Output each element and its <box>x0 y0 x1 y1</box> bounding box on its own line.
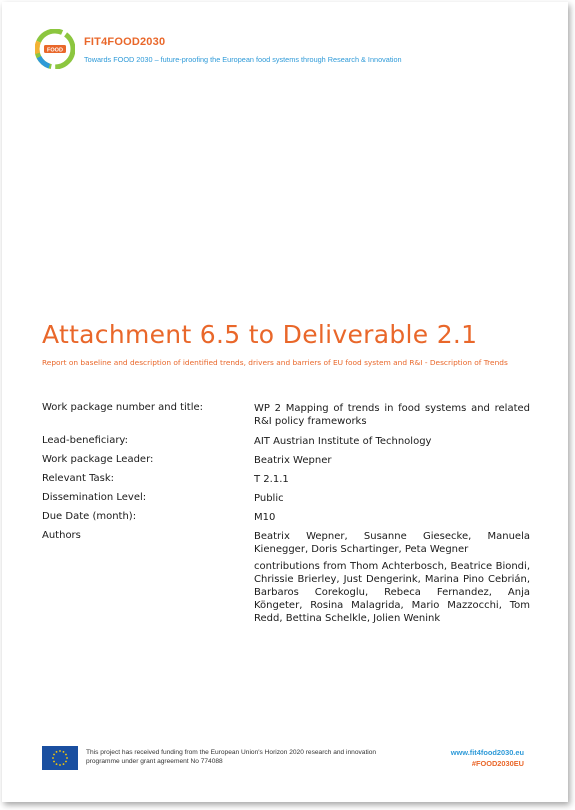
hashtag: #FOOD2030EU <box>471 759 524 768</box>
website-link[interactable]: www.fit4food2030.eu <box>450 748 524 757</box>
info-value: M10 <box>254 512 276 523</box>
contributions-text: contributions from Thom Achterbosch, Beatrice Biondi, Chrissie Brierley, Just Dengerink, Marina Pino Cebrián, Barbaros Corekoglu, Rebeca Fernandez, Anja Köngeter, Rosina Malagrida, Mario Mazzocchi, Tom Redd, Bettina Schelkle, Jolien Wenink <box>254 561 530 624</box>
info-value: Beatrix Wepner <box>254 455 332 466</box>
info-label: Work package number and title: <box>42 402 204 413</box>
logo-text: FOOD <box>47 47 63 54</box>
info-value: WP 2 Mapping of trends in food systems and related R&I policy frameworks <box>254 403 530 427</box>
info-value: Public <box>254 493 284 504</box>
info-value: T 2.1.1 <box>254 474 289 485</box>
document-title: Attachment 6.5 to Deliverable 2.1 <box>42 320 478 349</box>
brand-tagline: Towards FOOD 2030 – future-proofing the European food systems through Research & Innovation <box>84 55 402 64</box>
info-value: Beatrix Wepner, Susanne Giesecke, Manuela Kienegger, Doris Schartinger, Peta Wegner <box>254 531 530 555</box>
brand-name: FIT4FOOD2030 <box>84 36 166 48</box>
info-label: Due Date (month): <box>42 511 137 522</box>
info-label: Relevant Task: <box>42 473 115 484</box>
info-label: Dissemination Level: <box>42 492 147 503</box>
info-label: Lead-beneficiary: <box>42 435 128 446</box>
eu-flag-icon <box>42 746 78 770</box>
info-label: Work package Leader: <box>42 454 154 465</box>
info-value: AIT Austrian Institute of Technology <box>254 436 432 447</box>
funding-notice: This project has received funding from the European Union's Horizon 2020 research and innovation programme under grant agreement No 774088 <box>86 749 377 765</box>
info-label: Authors <box>42 530 81 541</box>
document-subtitle: Report on baseline and description of identified trends, drivers and barriers of EU food system and R&I - Description of Trends <box>42 358 508 367</box>
fit4food-logo-icon <box>35 29 75 69</box>
document-page <box>2 2 568 802</box>
